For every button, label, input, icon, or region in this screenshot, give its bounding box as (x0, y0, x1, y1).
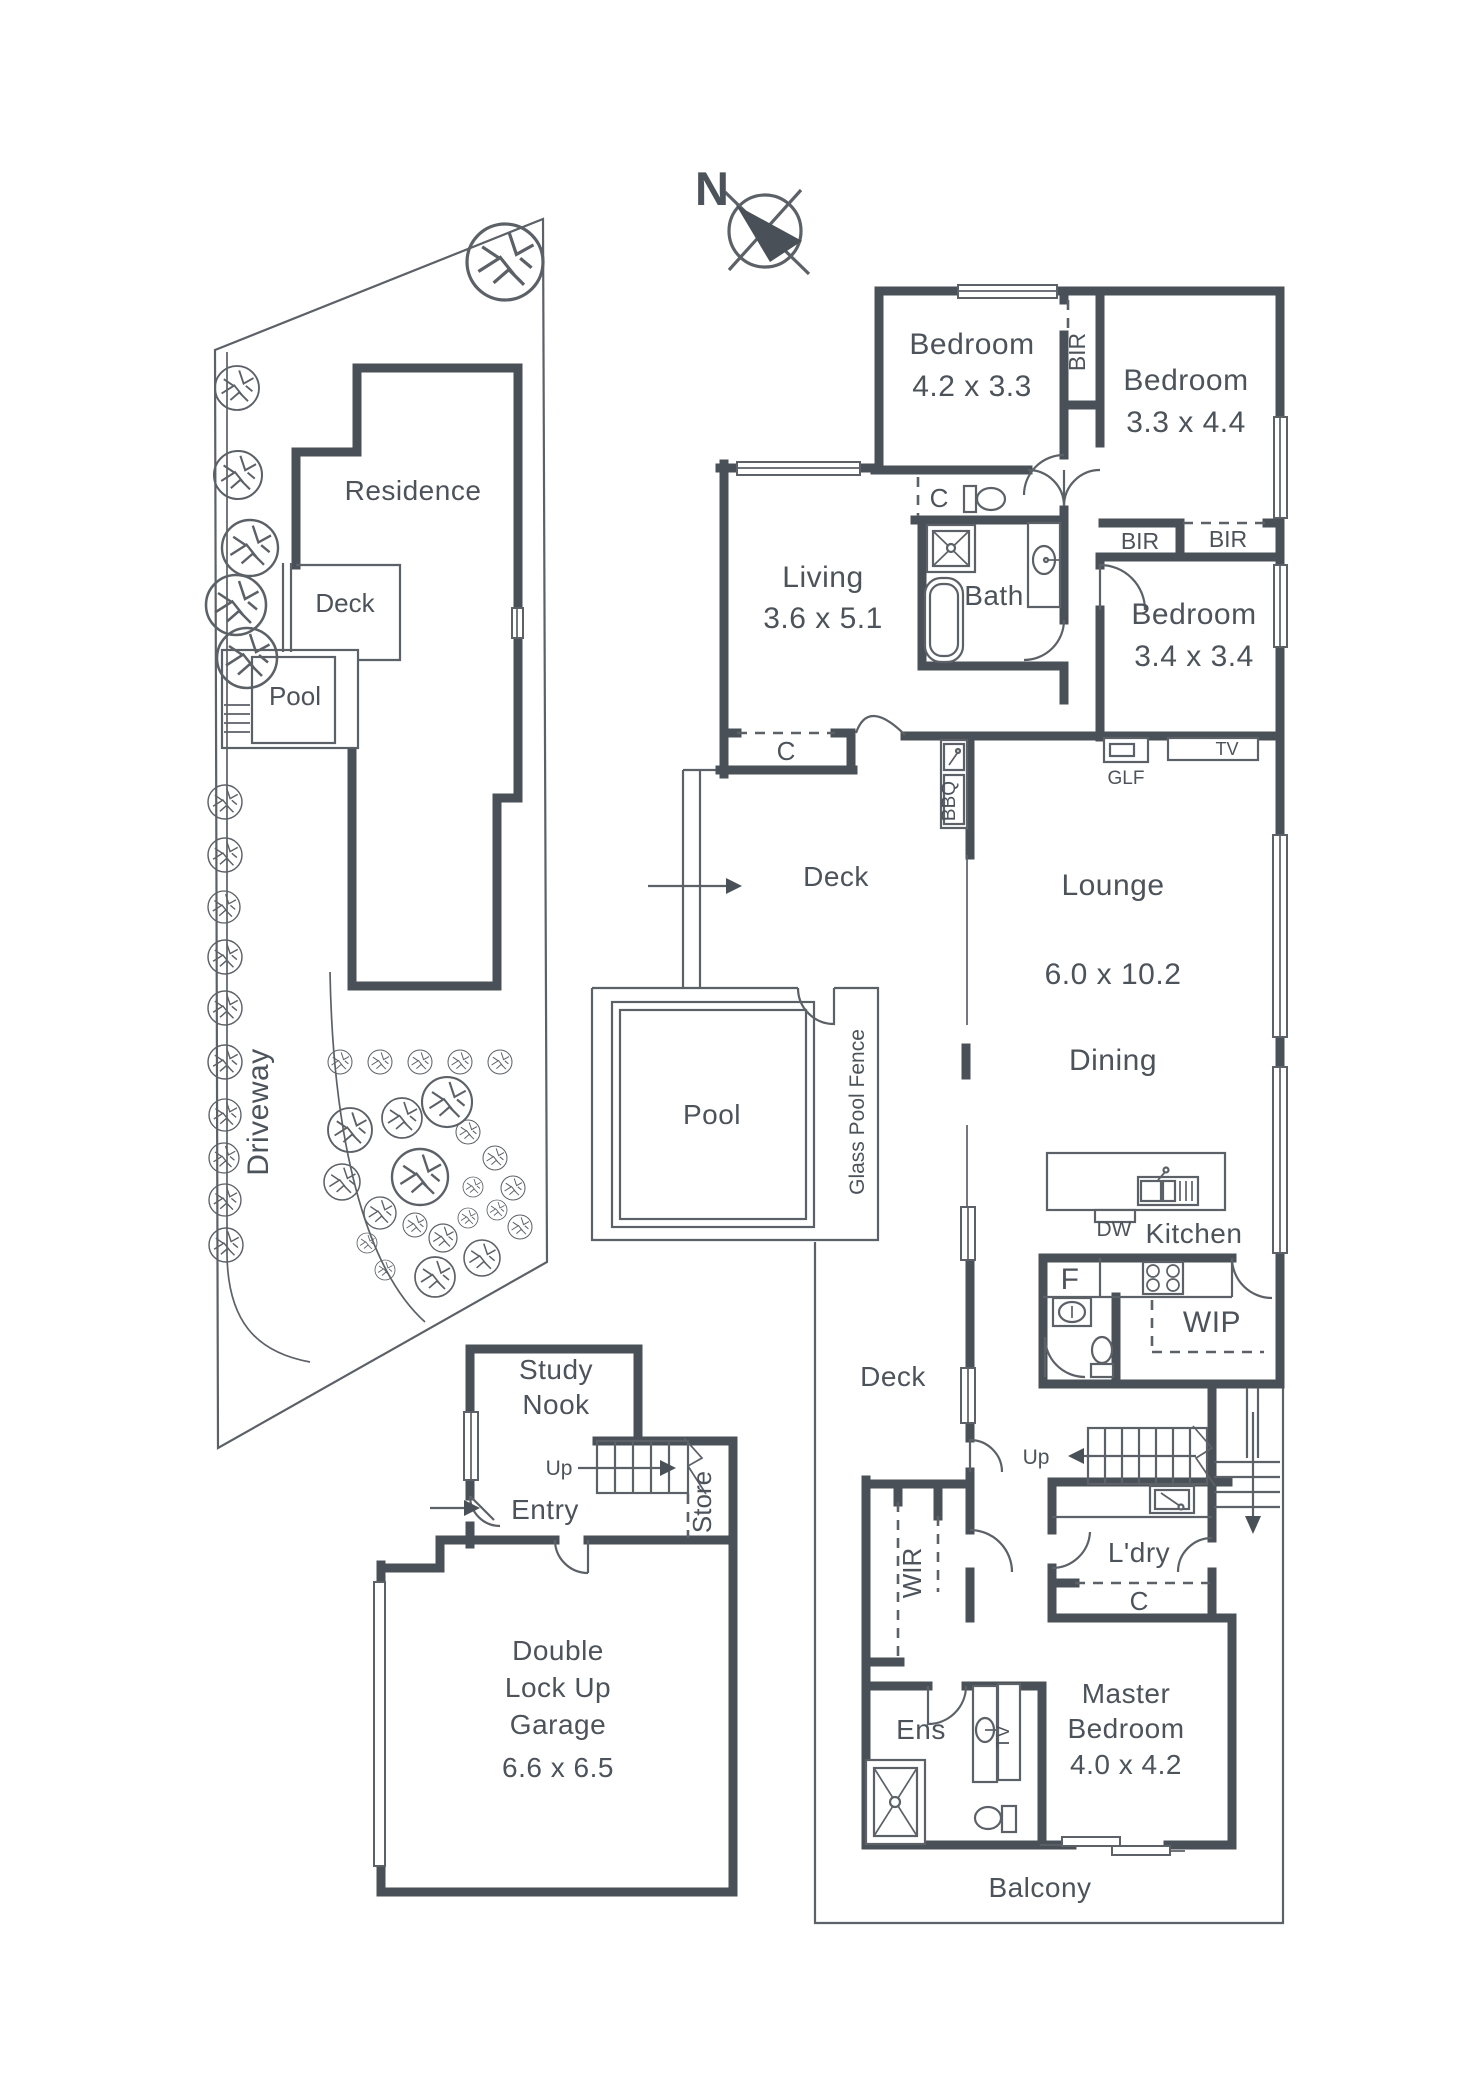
bedroom1-dims: 4.2 x 3.3 (912, 370, 1032, 403)
master-label-1: Master (1081, 1678, 1171, 1709)
study-label: Study (518, 1354, 594, 1385)
wir-label: WIR (897, 1547, 927, 1599)
pool-main-label: Pool (682, 1099, 742, 1130)
kitchen-label: Kitchen (1145, 1218, 1243, 1249)
glass-pool-fence-label: Glass Pool Fence (846, 1029, 869, 1195)
bir3-label: BIR (1208, 526, 1248, 552)
site-pool-label: Pool (268, 681, 322, 711)
north-compass-icon (695, 162, 809, 274)
ens-toilet-icon (975, 1806, 1016, 1832)
laundry-bench (1052, 1486, 1212, 1517)
room-labels (502, 328, 1257, 1903)
toilet-icon (964, 486, 1005, 512)
wip-label: WIP (1182, 1306, 1242, 1339)
shower-icon (927, 525, 975, 572)
lounge-dims: 6.0 x 10.2 (1044, 958, 1182, 991)
bedroom1-label: Bedroom (909, 328, 1035, 361)
bedroom2-label: Bedroom (1123, 364, 1249, 397)
tv-ens-label: TV (993, 1725, 1013, 1749)
garage-label-3: Garage (509, 1709, 607, 1740)
dw-label: DW (1096, 1218, 1132, 1241)
living-label: Living (782, 561, 864, 594)
tv-niche (1168, 738, 1258, 760)
bbq-label: BBQ (939, 780, 960, 822)
sliding-door (1040, 1837, 1185, 1855)
master-dims: 4.0 x 4.2 (1070, 1749, 1182, 1780)
lounge-label: Lounge (1061, 869, 1165, 902)
site-driveway-label: Driveway (242, 1048, 275, 1176)
garden-edge (330, 972, 425, 1322)
garage-door (374, 1582, 385, 1866)
garage-label-2: Lock Up (504, 1672, 612, 1703)
bedroom2-dims: 3.3 x 4.4 (1126, 406, 1246, 439)
store-label: Store (687, 1470, 717, 1534)
closet-top-label: C (929, 483, 949, 513)
garage-dims: 6.6 x 6.5 (502, 1752, 614, 1783)
closet-living-label: C (776, 736, 796, 766)
bath-label: Bath (964, 580, 1024, 611)
laundry-label: L'dry (1107, 1537, 1171, 1568)
powder-basin-icon (1053, 1298, 1091, 1326)
powder-toilet-icon (1091, 1337, 1113, 1377)
balcony-label: Balcony (988, 1872, 1092, 1903)
closet-laundry-label: C (1129, 1586, 1149, 1616)
site-deck-label: Deck (315, 588, 375, 618)
up-internal-label: Up (1022, 1446, 1050, 1469)
garage-label-1: Double (512, 1635, 604, 1666)
living-dims: 3.6 x 5.1 (763, 602, 883, 635)
floor-plan (374, 285, 1287, 1923)
bedroom3-label: Bedroom (1131, 598, 1257, 631)
ens-label: Ens (896, 1714, 946, 1745)
fridge-label: F (1060, 1263, 1080, 1296)
master-label-2: Bedroom (1067, 1713, 1185, 1744)
dining-label: Dining (1068, 1044, 1158, 1077)
compass-north-label: N (695, 162, 729, 215)
bedroom3-dims: 3.4 x 3.4 (1134, 640, 1254, 673)
site-residence-label: Residence (344, 475, 482, 506)
bir2-label: BIR (1120, 528, 1160, 554)
bir1-label: BIR (1064, 332, 1090, 372)
deck-upper-label: Deck (803, 861, 869, 892)
nook-label: Nook (522, 1389, 590, 1420)
entry-label: Entry (511, 1494, 579, 1525)
site-residence-outline (222, 368, 523, 986)
site-plan (206, 219, 547, 1448)
ens-shower-icon (866, 1760, 925, 1844)
deck-lower-label: Deck (860, 1361, 926, 1392)
shelf-icon (1104, 738, 1148, 762)
tv-lounge-label: TV (1215, 739, 1239, 759)
kitchen-island (1047, 1153, 1225, 1222)
bathtub-icon (925, 578, 963, 662)
up-lower-label: Up (545, 1457, 573, 1480)
vanity-icon (1028, 523, 1060, 607)
glf-label: GLF (1107, 768, 1145, 789)
